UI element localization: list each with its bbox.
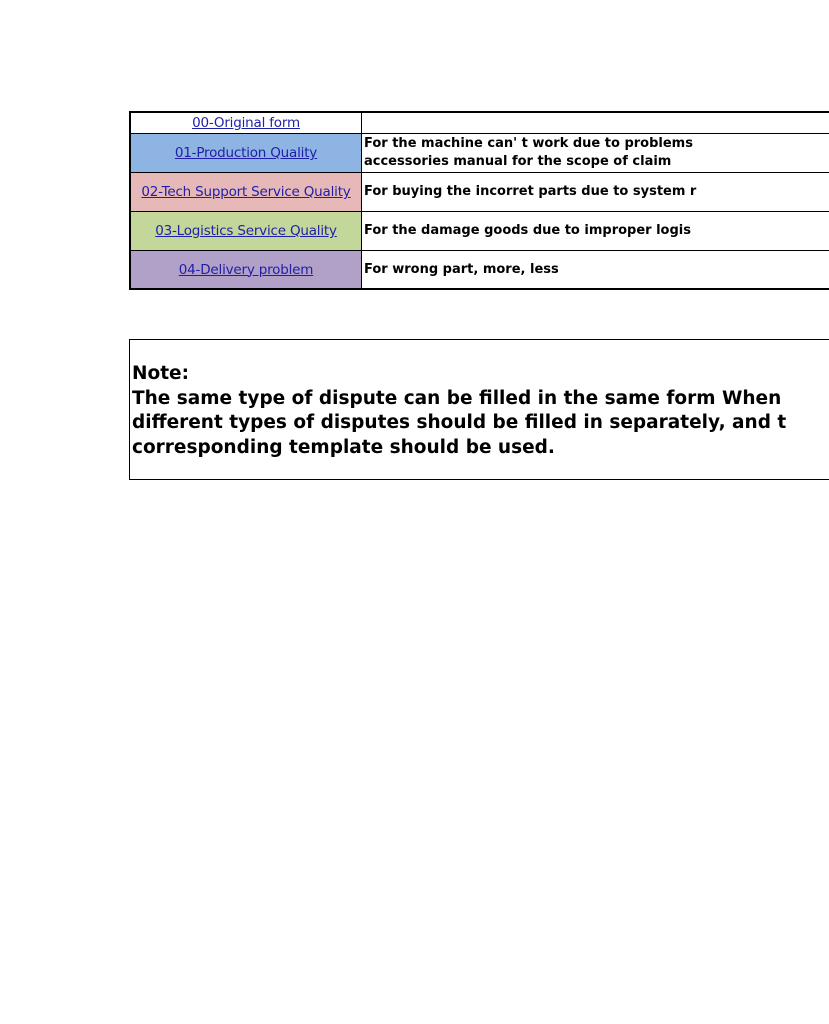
type-cell xyxy=(129,212,362,250)
logistics-service-quality-link[interactable]: 03-Logistics Service Quality xyxy=(155,223,337,239)
production-quality-link[interactable]: 01-Production Quality xyxy=(174,145,318,161)
note-heading: Note: xyxy=(132,363,189,384)
description-line: accessories manual for the scope of claim xyxy=(364,154,672,169)
original-form-link[interactable]: 00-Original form xyxy=(192,115,300,131)
description-cell: For wrong part, more, less xyxy=(364,261,559,277)
type-cell xyxy=(129,134,362,172)
note-line: corresponding template should be used. xyxy=(132,436,555,458)
type-cell xyxy=(129,251,362,288)
sheet-viewport xyxy=(129,0,787,1024)
table-row xyxy=(129,251,829,290)
note-box xyxy=(129,339,829,480)
description-cell: For the damage goods due to improper logis xyxy=(364,223,691,238)
table-row xyxy=(129,212,829,251)
type-cell xyxy=(129,173,362,211)
description-cell xyxy=(362,134,829,172)
description-line: For the machine can' t work due to problems xyxy=(364,136,693,151)
description-cell xyxy=(362,113,829,133)
dispute-type-table xyxy=(129,111,829,290)
note-line: The same type of dispute can be filled in the same form When xyxy=(132,387,782,409)
table-row xyxy=(129,113,829,134)
tech-support-service-quality-link[interactable]: 02-Tech Support Service Quality xyxy=(141,184,351,200)
delivery-problem-link[interactable]: 04-Delivery problem xyxy=(178,261,314,278)
table-row xyxy=(129,173,829,212)
type-cell xyxy=(129,113,362,133)
note-line: different types of disputes should be filled in separately, and t xyxy=(132,412,787,433)
table-row xyxy=(129,134,829,173)
description-cell: For buying the incorret parts due to system r xyxy=(364,184,697,199)
